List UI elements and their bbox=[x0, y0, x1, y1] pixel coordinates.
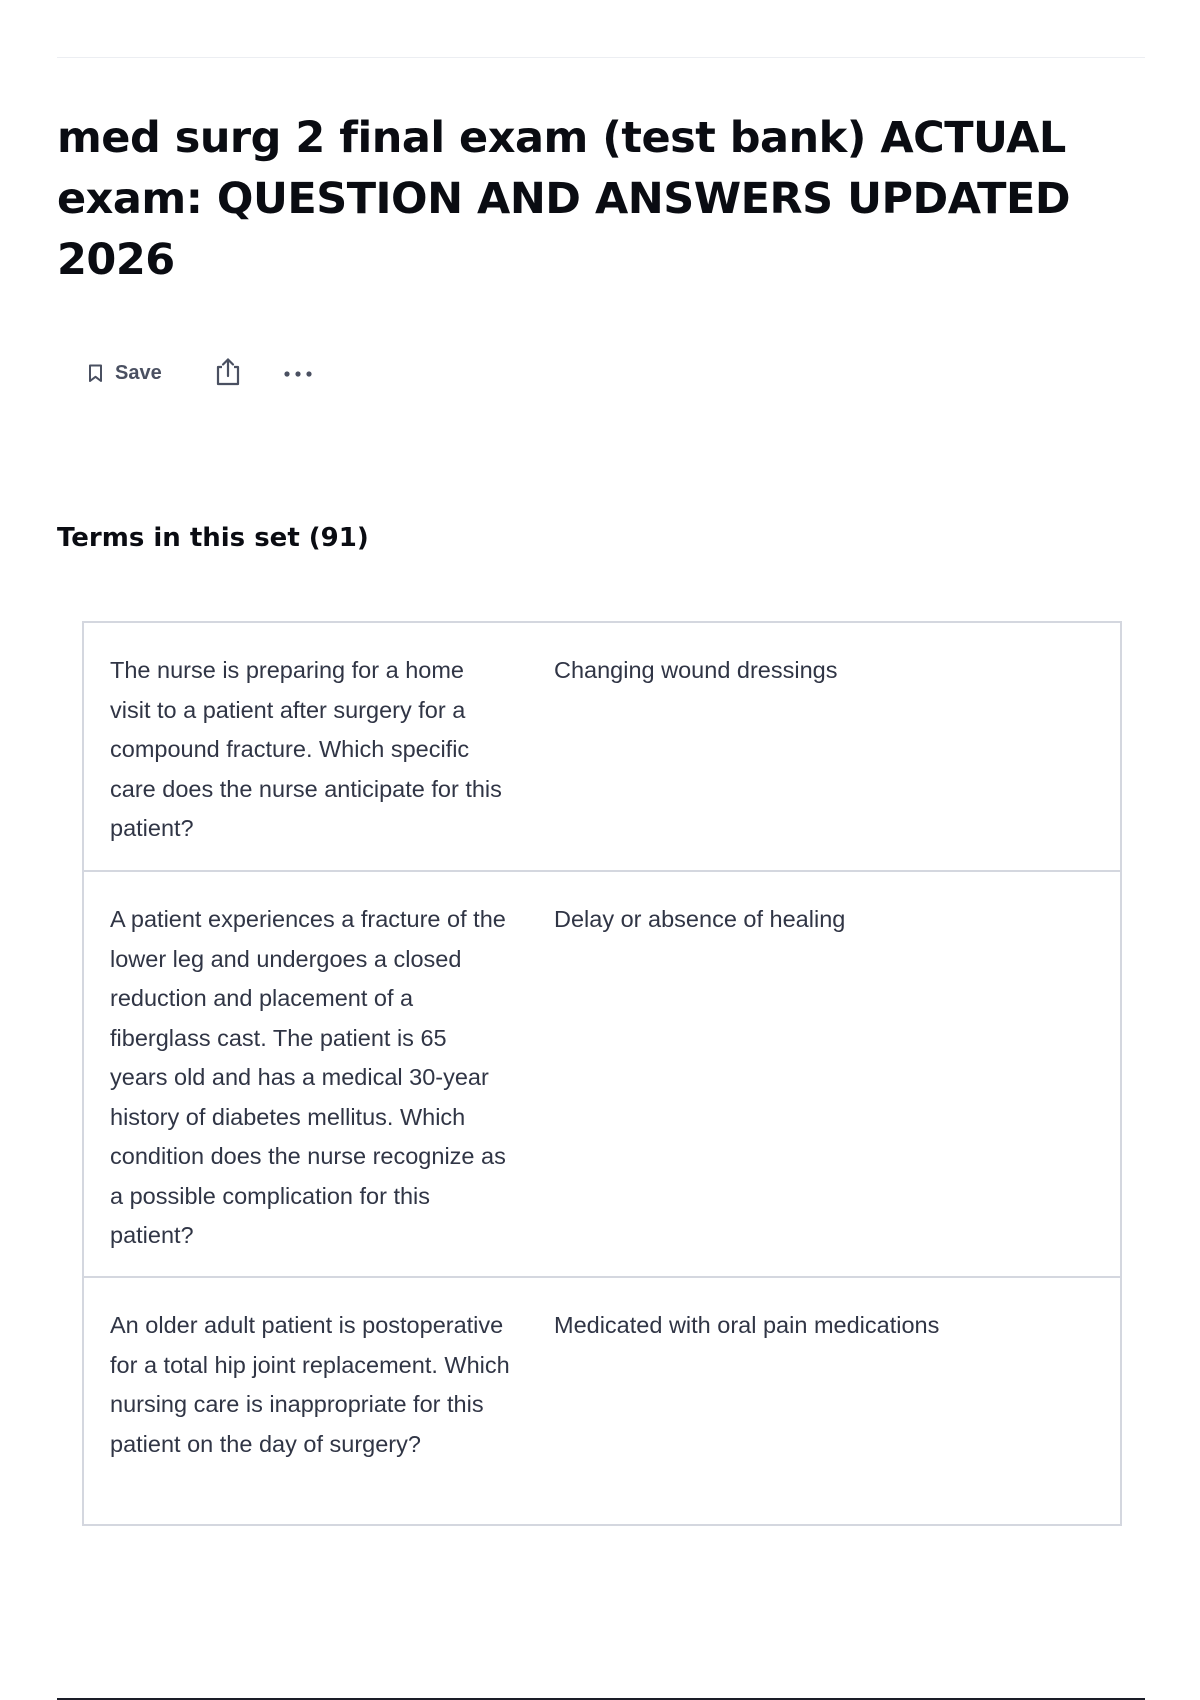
share-button[interactable] bbox=[208, 354, 248, 392]
save-button[interactable] bbox=[80, 354, 170, 392]
term-question: An older adult patient is postoperative for a total hip joint replacement. Which nursing care is inappropriate for this patient on the day of surgery? bbox=[110, 1312, 510, 1457]
term-card[interactable] bbox=[84, 870, 1120, 1276]
top-divider bbox=[57, 57, 1145, 58]
term-answer: Delay or absence of healing bbox=[554, 906, 846, 932]
term-question: The nurse is preparing for a home visit to a patient after surgery for a compound fracture. Which specific care does the nurse anticipate for this patient? bbox=[110, 657, 502, 841]
term-card[interactable] bbox=[84, 623, 1120, 870]
more-options-button[interactable] bbox=[278, 354, 318, 392]
page-title: med surg 2 final exam (test bank) ACTUAL exam: QUESTION AND ANSWERS UPDATED 2026 bbox=[57, 113, 1071, 285]
save-button-label: Save bbox=[115, 361, 162, 384]
term-question: A patient experiences a fracture of the lower leg and undergoes a closed reduction and placement of a fiberglass cast. The patient is 65 years old and has a medical 30-year history of diabetes mellitus. Which condition does the nurse recognize as a possible complication for this patient? bbox=[110, 906, 506, 1248]
action-toolbar bbox=[80, 354, 318, 392]
term-answer: Changing wound dressings bbox=[554, 657, 838, 683]
terms-list bbox=[82, 621, 1122, 1526]
share-icon bbox=[214, 357, 242, 390]
more-horizontal-icon bbox=[283, 366, 313, 381]
term-answer: Medicated with oral pain medications bbox=[554, 1312, 940, 1338]
term-card[interactable] bbox=[84, 1276, 1120, 1524]
bookmark-icon bbox=[88, 364, 103, 383]
terms-heading: Terms in this set (91) bbox=[57, 523, 369, 553]
